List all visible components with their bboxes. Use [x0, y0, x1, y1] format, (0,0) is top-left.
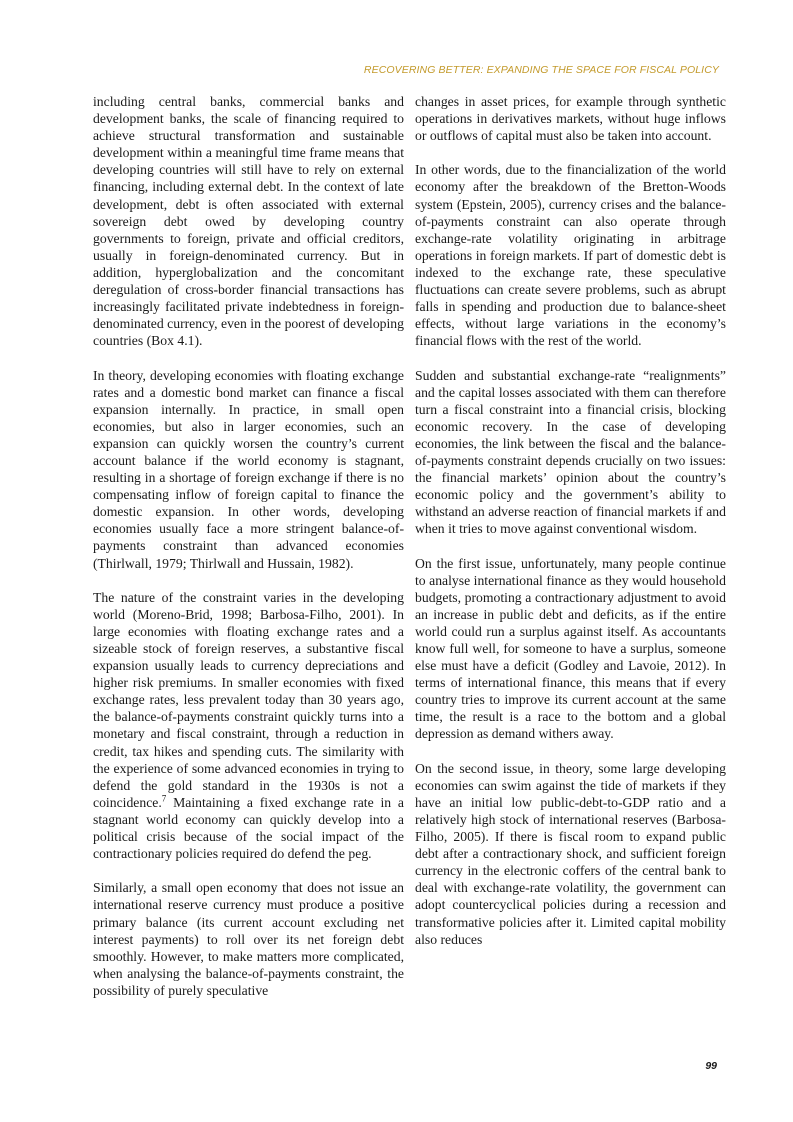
- paragraph: Similarly, a small open economy that does not issue an international reserve currency must produce a positive primary balance (its current account excluding net interest payments) to roll over its net foreign debt smoothly. However, to make matters more complicated, when analysing the balance-of-payments constraint, the possibility of purely speculative: [93, 880, 404, 998]
- left-column: [93, 93, 404, 999]
- paragraph: In theory, developing economies with floating exchange rates and a domestic bond market can finance a fiscal expansion internally. In practice, in small open economies, but also in larger economies, such an expansion can quickly worsen the country’s current account balance if the world economy is stagnant, resulting in a shortage of foreign exchange if there is no compensating inflow of foreign capital to finance the domestic expansion. In other words, developing economies usually face a more stringent balance-of-payments constraint than advanced economies (Thirlwall, 1979; Thirlwall and Hussain, 1982).: [93, 367, 404, 571]
- paragraph: Sudden and substantial exchange-rate “realignments” and the capital losses associated with them can therefore turn a fiscal constraint into a financial crisis, blocking economic recovery. In the case of developing economies, the link between the fiscal and the balance-of-payments constraint depends crucially on two issues: the financial markets’ opinion about the country’s economic policy and the government’s ability to withstand an adverse reaction of financial markets if and when it tries to move against conventional wisdom.: [415, 367, 726, 537]
- page-number: 99: [705, 1060, 717, 1072]
- footnote-marker[interactable]: 7: [161, 793, 167, 804]
- paragraph: including central banks, commercial banks and development banks, the scale of financing required to achieve structural transformation and sustainable development within a meaningful time frame means that developing countries will still have to rely on external financing, including external debt. In the context of late development, debt is often associated with external sovereign debt owed by developing country governments to foreign, private and official creditors, usually in foreign-denominated currency. But in addition, hyperglobalization and the concomitant deregulation of cross-border financial transactions has increasingly facilitated private indebtedness in foreign-denominated currency, even in the poorest of developing countries (Box 4.1).: [93, 94, 404, 349]
- paragraph: In other words, due to the financialization of the world economy after the breakdown of the Bretton-Woods system (Epstein, 2005), currency crises and the balance-of-payments constraint can also operate through exchange-rate volatility originating in arbitrage operations in foreign markets. If part of domestic debt is indexed to the exchange rate, these speculative fluctuations can create severe problems, such as abrupt falls in spending and production due to balance-sheet effects, without large variations in the economy’s financial flows with the rest of the world.: [415, 162, 726, 349]
- paragraph-text: Maintaining a fixed exchange rate in a stagnant world economy can quickly develop into a political crisis because of the social impact of the contractionary policies required do defend the peg.: [93, 794, 404, 862]
- right-column: [415, 93, 726, 948]
- paragraph: changes in asset prices, for example through synthetic operations in derivatives markets, without huge inflows or outflows of capital must also be taken into account.: [415, 94, 726, 144]
- paragraph-text: The nature of the constraint varies in the developing world (Moreno-Brid, 1998; Barbosa-Filho, 2001). In large economies with floating exchange rates and a sizeable stock of foreign reserves, a substantive fiscal expansion usually leads to currency depreciations and higher risk premiums. In smaller economies with fixed exchange rates, less prevalent today than 30 years ago, the balance-of-payments constraint quickly turns into a monetary and fiscal constraint, through a reduction in credit, tax hikes and spending cuts. The similarity with the experience of some advanced economies in trying to defend the gold standard in the 1930s is not a coincidence.: [93, 589, 404, 810]
- paragraph: [93, 589, 404, 863]
- paragraph: On the first issue, unfortunately, many people continue to analyse international finance as they would household budgets, promoting a contractionary adjustment to avoid an increase in public debt and deficits, as if the entire world could run a surplus against itself. As accountants know full well, for someone to have a surplus, someone else must have a deficit (Godley and Lavoie, 2012). In terms of international finance, this means that if every country tries to improve its current account at the same time, the result is a race to the bottom and a global depression as demand withers away.: [415, 555, 726, 742]
- running-header: RECOVERING BETTER: EXPANDING THE SPACE FOR FISCAL POLICY: [363, 64, 719, 76]
- paragraph: On the second issue, in theory, some large developing economies can swim against the tide of markets if they have an initial low public-debt-to-GDP ratio and a relatively high stock of international reserves (Barbosa-Filho, 2005). If there is fiscal room to expand public debt after a contractionary shock, and sufficient foreign currency in the electronic coffers of the central bank to deal with exchange-rate volatility, the government can adopt countercyclical policies during a recession and transformative policies after it. Limited capital mobility also reduces: [415, 760, 726, 947]
